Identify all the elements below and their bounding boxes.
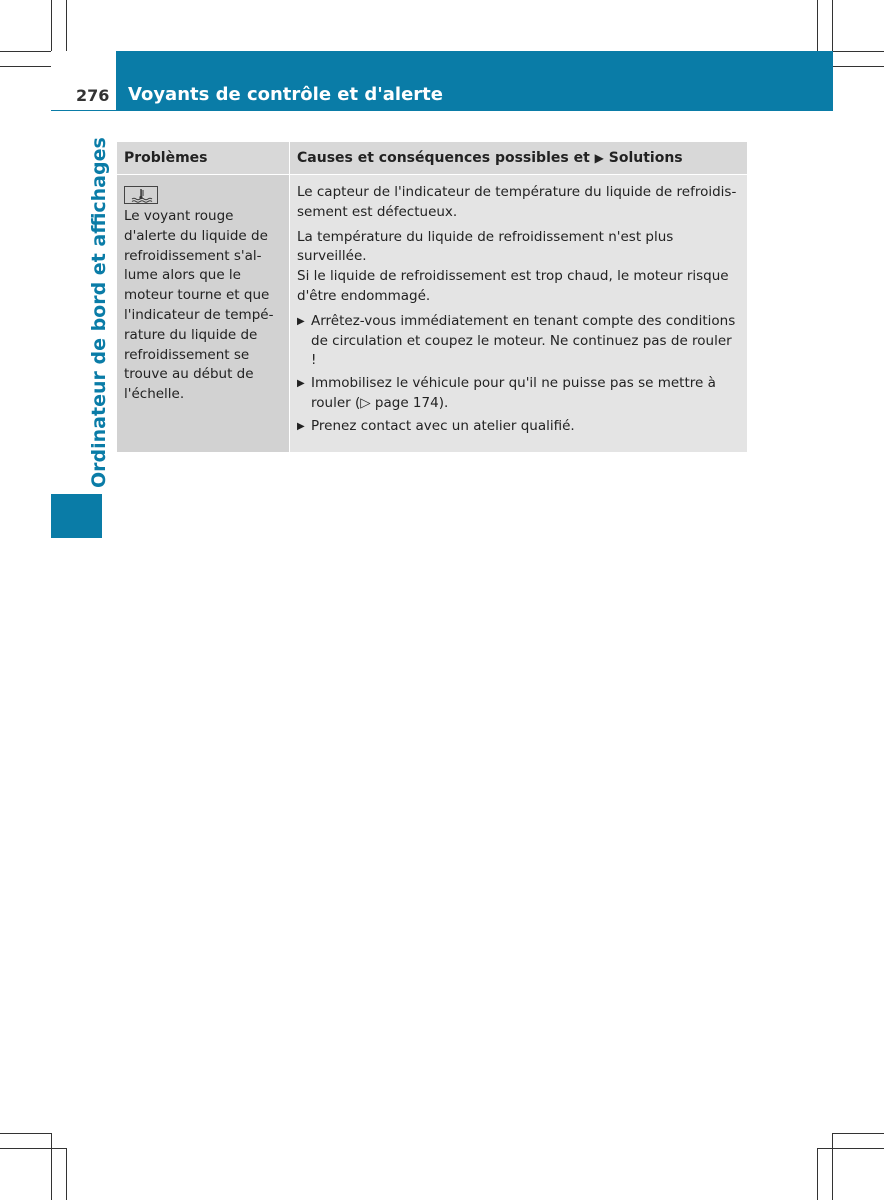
page-reference-icon: ▷ [360,394,371,411]
problem-description: Le voyant rouge d'alerte du liquide de refroidissement s'al- lume alors que le moteur tourne et que l'indicateur de tempé- rature du liquide de refroidissement se trouve au début de l'échelle. [124,208,274,403]
header-rule [51,110,833,111]
table-row [117,175,747,452]
solution-text [311,374,741,414]
solution-item [297,374,741,414]
column-header-solutions-text: Solutions [608,150,683,166]
column-header-causes [290,142,747,174]
crop-mark [817,1148,884,1149]
crop-mark [0,51,51,52]
bullet-arrow-icon: ▶ [297,315,305,327]
solution-item [297,312,741,371]
header-band [116,51,833,110]
solution-text: Arrêtez-vous immédiatement en tenant compte des conditions de circulation et coupez le moteur. Ne continuez pas de rouler ! [311,312,736,369]
column-header-problems: Problèmes [117,142,290,174]
warning-table [117,142,747,452]
table-header-row [117,142,747,174]
solution-text-part: Immobilisez le véhicule pour qu'il ne puisse pas se mettre à rouler ( [311,375,716,411]
page-reference-text[interactable]: page 174). [370,394,449,411]
column-header-causes-text: Causes et conséquences possibles et [297,150,590,166]
crop-mark [51,1133,52,1200]
crop-mark [0,66,51,67]
bullet-arrow-icon: ▶ [297,420,305,432]
problem-cell [117,175,290,452]
page-number: 276 [76,86,110,105]
crop-mark [833,51,884,52]
crop-mark [817,1148,818,1200]
crop-mark [66,0,67,51]
crop-mark [0,1148,66,1149]
crop-mark [832,0,833,51]
side-tab-marker [51,494,102,538]
page-title: Voyants de contrôle et d'alerte [128,84,443,105]
crop-mark [817,0,818,51]
crop-mark [833,66,884,67]
crop-mark [832,1133,833,1200]
crop-mark [51,0,52,51]
bullet-arrow-icon: ▶ [297,378,305,390]
solution-text: Prenez contact avec un atelier qualifié. [311,417,575,434]
side-tab-label: Ordinateur de bord et affichages [88,137,110,488]
crop-mark [66,1148,67,1200]
crop-mark [0,1133,51,1134]
causes-cell [290,175,747,452]
cause-paragraph: Le capteur de l'indicateur de température du liquide de refroidis- sement est défectueux. [297,184,737,220]
cause-paragraph: La température du liquide de refroidissement n'est plus surveillée. Si le liquide de refroidissement est trop chaud, le moteur risque d'être endommagé. [297,228,729,304]
crop-mark [832,1133,884,1134]
arrow-right-icon: ▶ [594,151,604,165]
solution-item [297,417,741,437]
coolant-temperature-warning-icon [124,186,158,204]
